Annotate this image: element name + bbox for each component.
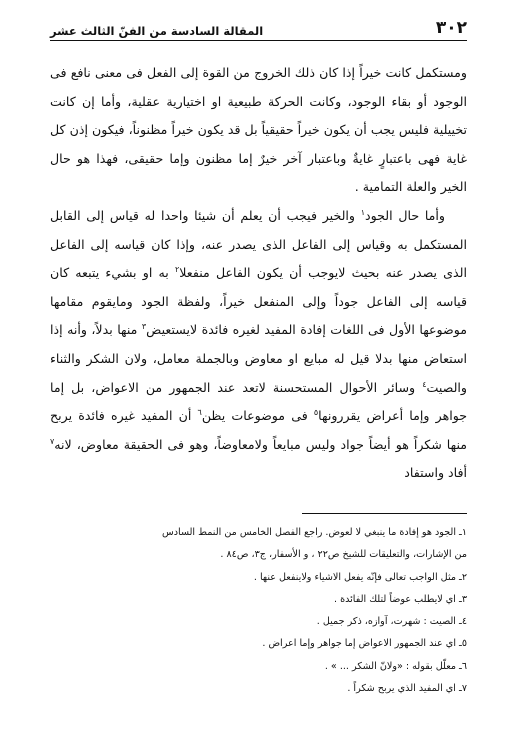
- text-run: فى موضوعات يظن: [201, 408, 314, 424]
- main-text: [50, 59, 467, 488]
- footnote-marker: ٥: [313, 407, 319, 417]
- footnotes: [50, 522, 467, 700]
- footnote-line: ٧ـ اي المفيد الذي يربح شكراً .: [347, 683, 467, 695]
- page-header: [50, 14, 467, 41]
- footnote-line: ٢ـ مثل الواجب تعالى فإنّه يفعل الاشياء ولاينفعل عنها .: [253, 571, 467, 583]
- running-title: المقالة السادسة من الفنّ الثالث عشر: [50, 24, 264, 38]
- page-number: ٣٠٢: [435, 18, 467, 38]
- text-run: منها بدلاً، وأنه إذا استعاض منها بدلا قيل له مبايع او معاوض وبالجملة معامل، ولان الشكر والثناء والصيت: [50, 322, 467, 395]
- footnote-marker: ٣: [141, 322, 147, 332]
- footnote-line: ٦ـ معلّل بقوله : «ولانّ الشكر ... » .: [324, 660, 467, 672]
- footnote-marker: ٤: [422, 379, 427, 389]
- footnote-line: ٣ـ اي لايطلب عوضاً لتلك الفائدة .: [333, 593, 467, 605]
- text-run: وسائر الأحوال المستحسنة لاتعد عند الجمهور من الاعواض، بل إما جواهر وإما أعراض يقررونها: [50, 379, 467, 424]
- text-run: وأما حال الجود: [365, 207, 445, 223]
- paragraph: [50, 59, 467, 202]
- footnote-line: من الإشارات، والتعليقات للشيخ ص٢٢ ، و الأسفار، ج٣، ص٨٤ .: [220, 549, 467, 561]
- footnote-marker: ٧: [50, 436, 55, 446]
- footnote-divider: [302, 513, 467, 514]
- text-run: أن المفيد غيره فائدة يربح منها شكراً هو أيضاً جواد وليس مبايعاً ولامعاوضاً، وهو فى الحقيقة معاوض، لانه: [50, 408, 467, 452]
- text-run: والخير فيجب أن يعلم أن شيئا واحدا له قياس إلى القابل المستكمل به وقياس إلى الفاعل الذى يصدر عنه، وإذا كان قياسه إلى الفاعل الذى يصدر عنه بحيث لايوجب أن يكون الفاعل منفعلا: [50, 207, 467, 281]
- footnote-line: ١ـ الجود هو إفادة ما ينبغي لا لعوض. راجع الفصل الخامس من النمط السادس: [162, 527, 467, 538]
- footnote-marker: ٦: [197, 407, 202, 417]
- footnote-line: ٤ـ الصيت : شهرت، آوازه، ذكر جميل .: [316, 616, 467, 628]
- text-run: به او بشيء يتبعه كان قياسه إلى الفاعل جوداً وإلى المنفعل خيراً، ولفظة الجود ومايقوم مقامها موضوعها الأول فى اللغات إفادة المفيد لغيره فائدة لايستعيض: [50, 265, 467, 338]
- footnote-marker: ٢: [174, 264, 180, 274]
- footnote-marker: ١: [360, 207, 366, 217]
- paragraph: [50, 202, 467, 488]
- text-run: ومستكمل كانت خيراً إذا كان ذلك الخروج من القوة إلى الفعل فى معنى نافع فى الوجود أو بقاء الوجود، وكانت الحركة طبيعية او اختيارية عقلية، وأما إن كانت تخييلية فليس يجب أن يكون خيراً حقيقياً بل قد يكون خيراً مظنوناً، فيكون إذن كل غاية فهى باعتبارٍ غايةٌ وباعتبار آخر خيرٌ إما مظنون وإما حقيقى، فهذا هو حال الخير والعلة التمامية .: [50, 65, 467, 195]
- footnote-line: ٥ـ اي عند الجمهور الاعواض إما جواهر وإما اعراض .: [262, 638, 467, 650]
- text-run: أفاد واستفاد: [404, 465, 467, 481]
